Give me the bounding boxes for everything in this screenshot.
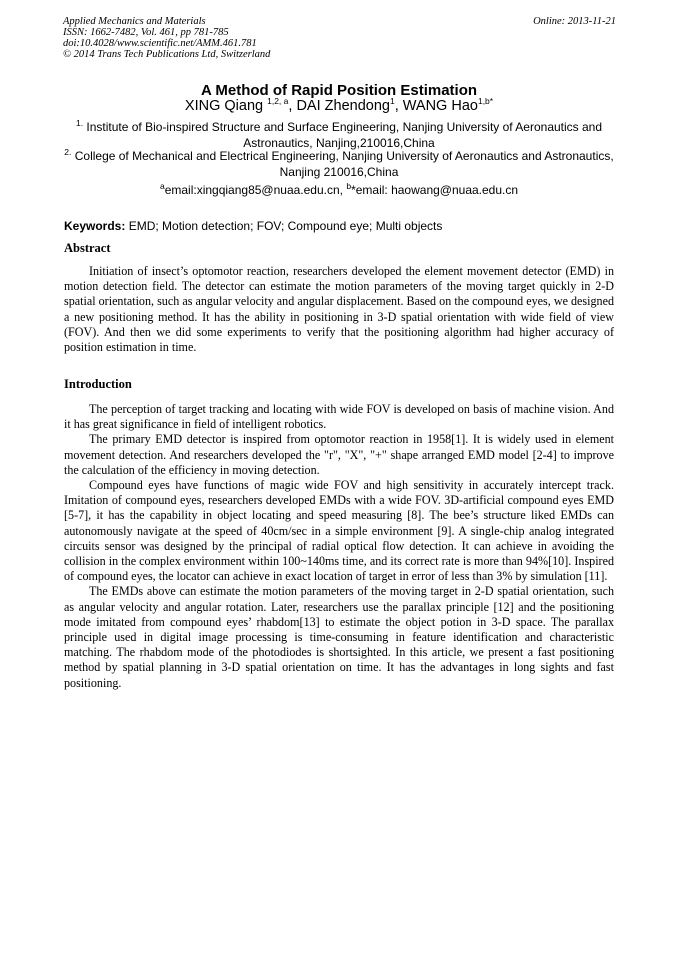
affiliation-marker: 2. (64, 147, 72, 157)
abstract-paragraph: Initiation of insect’s optomotor reaction, researchers developed the element movement detector (EMD) in motion detection field. The detector can estimate the motion parameters of the moving target quickly in 2-D spatial orientation, such as angular velocity and angular displacement. Based on the compound eyes, we designed a new positioning method. It has the ability in positioning in 3-D spatial orientation with wide field of view (FOV). And then we did some experiments to verify that the positioning algorithm had higher accuracy of position estimation in time. (64, 264, 614, 355)
author-name: XING Qiang (184, 98, 268, 114)
introduction-heading: Introduction (64, 377, 132, 391)
author-superscript: 1,b* (477, 96, 494, 107)
intro-paragraph: The perception of target tracking and locating with wide FOV is developed on basis of machine vision. And it has great significance in field of intelligent robotics. (64, 402, 614, 432)
journal-issn: ISSN: 1662-7482, Vol. 461, pp 781-785 (63, 27, 229, 38)
intro-paragraph: The primary EMD detector is inspired from optomotor reaction in 1958[1]. It is widely used in element movement detection. And researchers developed the "r", "X", "+" shape arranged EMD model [2-4] to improve the calculation of the efficiency in moving detection. (64, 432, 614, 477)
author-name: DAI Zhendong (296, 98, 390, 114)
journal-doi: doi:10.4028/www.scientific.net/AMM.461.781 (63, 38, 257, 49)
affiliation-2 (63, 149, 615, 180)
abstract-body (64, 264, 614, 355)
author-superscript: 1,2, a (267, 96, 289, 107)
email-text: email:xingqiang85@nuaa.edu.cn, (164, 183, 347, 197)
intro-paragraph: The EMDs above can estimate the motion parameters of the moving target in 2-D spatial orientation, such as angular velocity and angular rotation. Later, researchers use the parallax principle [12] and the positioning mode imitated from compound eyes’ rhabdom[13] to estimate the object potion in 3-D space. The parallax principle used in digital image processing is time-consuming in feature identification and characteristic matching. The rhabdom mode of the photodiodes is shortsighted. In this article, we present a fast positioning method by spatial planning in 3-D spatial orientation on time. It has the advantages in long sights and fast positioning. (64, 584, 614, 690)
journal-name: Applied Mechanics and Materials (63, 16, 206, 27)
abstract-heading: Abstract (64, 241, 111, 255)
email-text: *email: haowang@nuaa.edu.cn (351, 183, 519, 197)
email-marker: a (159, 181, 165, 191)
author-superscript: 1 (389, 96, 395, 107)
author-name: WANG Hao (402, 98, 478, 114)
paper-title: A Method of Rapid Position Estimation (200, 82, 478, 99)
journal-copyright: © 2014 Trans Tech Publications Ltd, Switzerland (63, 49, 271, 60)
introduction-body (64, 402, 614, 691)
keywords (64, 219, 616, 234)
keywords-text: EMD; Motion detection; FOV; Compound eye; Multi objects (125, 219, 443, 233)
email-marker: b (346, 181, 352, 191)
journal-info (63, 16, 270, 60)
keywords-label: Keywords: (64, 219, 126, 233)
affiliation-marker: 1. (75, 118, 84, 128)
author-emails (0, 183, 678, 198)
affiliation-text: Institute of Bio-inspired Structure and Surface Engineering, Nanjing University of Aeronautics and Astronautics, Nanjing,210016,China (83, 120, 603, 150)
affiliation-text: College of Mechanical and Electrical Engineering, Nanjing University of Aeronautics and Astronautics, Nanjing 210016,China (71, 149, 614, 179)
author-separator: , (394, 98, 403, 114)
intro-paragraph: Compound eyes have functions of magic wide FOV and high sensitivity in accurately intercept track. Imitation of compound eyes, researchers developed EMDs with a wide FOV. 3D-artificial compound eyes EMD [5-7], it has the capability in object locating and speed measuring [8]. The bee’s structure liked EMDs can autonomously navigate at the speed of 40cm/sec in a simple environment [9]. A single-chip analog integrated circuits sensor was designed by the principal of radial optical flow detection. It can achieve in avoiding the collision in the complex environment within 100~140ms time, and its correct rate is more than 94%[10]. Inspired of compound eyes, the locator can achieve in exact location of target in error of less than 3% by simulation [11]. (64, 478, 614, 584)
author-list (0, 98, 678, 115)
affiliation-1 (63, 120, 615, 151)
author-separator: , (288, 98, 297, 114)
online-date: Online: 2013-11-21 (533, 16, 616, 27)
